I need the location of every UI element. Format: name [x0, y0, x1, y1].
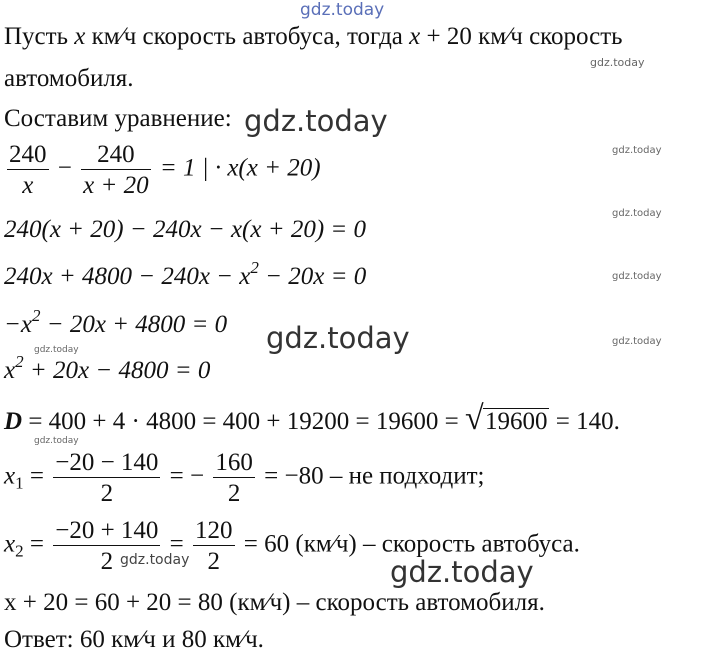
watermark-small: gdz.today — [34, 436, 79, 446]
fraction — [53, 450, 160, 506]
text: − 20x + 4800 = 0 — [40, 311, 228, 338]
numerator: 240 — [9, 141, 47, 168]
equation-fraction — [4, 142, 321, 198]
equation-rest: = 1 | · x(x + 20) — [159, 154, 321, 182]
numerator: 240 — [97, 141, 135, 168]
exponent: 2 — [15, 352, 24, 371]
text: −x — [4, 311, 32, 338]
fraction — [193, 518, 235, 574]
watermark-large: gdz.today — [244, 104, 388, 138]
radicand: 19600 — [484, 408, 548, 435]
denominator: 2 — [227, 480, 241, 507]
denominator: x — [22, 172, 34, 199]
watermark-top: gdz.today — [300, 0, 385, 20]
watermark-small: gdz.today — [612, 145, 662, 156]
text: + 20 км⁄ч скорость — [420, 23, 623, 50]
exponent: 2 — [31, 306, 41, 325]
text: = −80 – не подходит; — [257, 462, 485, 490]
discriminant-line — [4, 400, 620, 437]
numerator: −20 − 140 — [55, 449, 159, 476]
numerator: 160 — [215, 449, 253, 476]
root-x1-line — [4, 450, 484, 506]
text: = − — [163, 462, 205, 490]
denominator: 2 — [207, 548, 221, 575]
intro-line — [4, 24, 623, 49]
denominator: x + 20 — [83, 172, 149, 199]
text: + 20x − 4800 = 0 — [23, 357, 211, 384]
fraction — [7, 142, 49, 198]
fraction — [213, 450, 255, 506]
watermark-medium: gdz.today — [120, 552, 190, 568]
watermark-small: gdz.today — [590, 56, 645, 69]
text: = — [163, 530, 191, 558]
watermark-large: gdz.today — [266, 321, 410, 355]
equation-line — [4, 352, 211, 384]
car-speed-line: x + 20 = 60 + 20 = 80 (км⁄ч) – скорость автомобиля. — [4, 589, 545, 616]
text: = — [23, 462, 51, 490]
fraction — [53, 518, 160, 574]
equation-heading: Составим уравнение: — [4, 105, 232, 132]
numerator: −20 + 140 — [55, 517, 159, 544]
discriminant-symbol: D — [4, 408, 23, 435]
watermark-small: gdz.today — [612, 271, 662, 282]
var-x: x — [4, 530, 16, 558]
text: − 20x = 0 — [258, 263, 367, 290]
text: 240x + 4800 − 240x − x — [4, 263, 251, 290]
text: км⁄ч скорость автобуса, тогда — [85, 23, 410, 50]
denominator: 2 — [100, 548, 114, 575]
text: = 140. — [549, 408, 620, 435]
subscript: 1 — [15, 473, 24, 493]
watermark-small: gdz.today — [34, 345, 79, 355]
intro-line-2: автомобиля. — [4, 65, 134, 92]
equation-line — [4, 258, 367, 290]
operator: − — [57, 154, 72, 182]
var-x: x — [74, 23, 86, 50]
text: = — [23, 530, 51, 558]
watermark-large: gdz.today — [390, 555, 534, 589]
watermark-small: gdz.today — [612, 336, 662, 347]
square-root: √ 19600 — [464, 400, 548, 437]
var-x: x — [409, 23, 421, 50]
equation-line: 240(x + 20) − 240x − x(x + 20) = 0 — [4, 216, 367, 243]
answer-line: Ответ: 60 км⁄ч и 80 км⁄ч. — [4, 626, 264, 653]
var-x: x — [4, 462, 16, 490]
text: x — [4, 357, 16, 384]
equation-line — [4, 306, 228, 338]
root-x2-line — [4, 518, 580, 574]
numerator: 120 — [195, 517, 233, 544]
fraction — [81, 142, 150, 198]
watermark-small: gdz.today — [612, 208, 662, 219]
exponent: 2 — [250, 258, 259, 277]
denominator: 2 — [100, 480, 114, 507]
text: = 400 + 4 · 4800 = 400 + 19200 = 19600 = — [22, 408, 465, 435]
text: Пусть — [4, 23, 75, 50]
subscript: 2 — [15, 541, 24, 561]
text: = 60 (км⁄ч) – скорость автобуса. — [237, 530, 580, 558]
